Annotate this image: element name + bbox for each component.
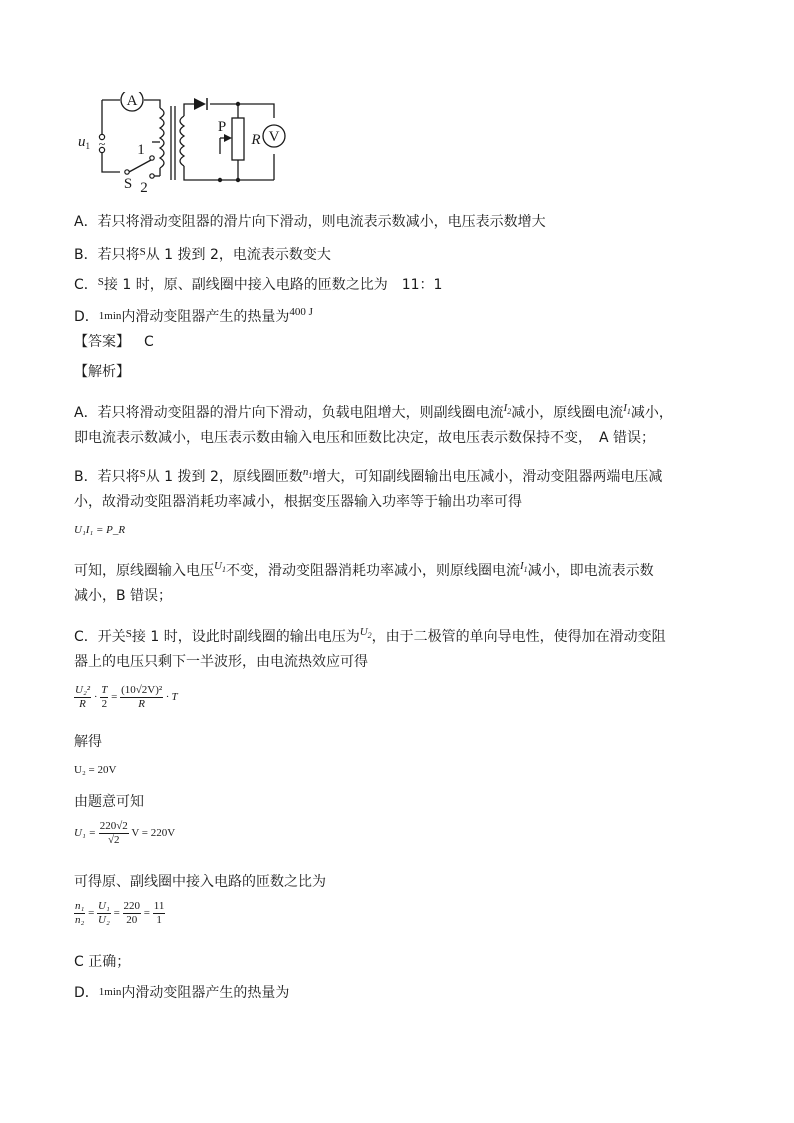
source-label: $u_1$	[78, 134, 90, 151]
pos2-label: 2	[140, 180, 148, 196]
equation-ratio: $\frac{\text{n₁}}{\text{n₂}}$ = $\frac{\text{U₁}}{\text{U₂}}$ = $\frac{220}{20}$ = $\frac{11}{1}$	[75, 900, 165, 926]
analysis-a-line2: 即电流表示数减小，电压表示数由输入电压和匝数比决定，故电压表示数保持不变， A 错误；	[74, 430, 656, 446]
analysis-c-line2: 器上的电压只剩下一半波形，由电流热效应可得	[74, 654, 368, 670]
resistor-label: R	[251, 132, 261, 148]
solve-label: 解得	[74, 734, 102, 750]
ammeter-label: A	[126, 93, 138, 109]
pos1-label: 1	[137, 142, 145, 158]
analysis-b-line2: 小，故滑动变阻器消耗功率减小，根据变压器输入功率等于输出功率可得	[74, 494, 522, 510]
answer-value: C	[144, 334, 154, 350]
circuit-diagram	[74, 92, 294, 196]
equation-power: U₁I₁ = P_R	[74, 524, 126, 536]
switch-label: S	[123, 176, 133, 192]
equation-heat: $\frac{\text{U₂²}}{R}$ · $\frac{T}{2}$ = $\frac{\text{(10√2V)²}}{R}$ · T	[75, 684, 178, 710]
analysis-b-line4: 减小，B 错误；	[74, 588, 173, 604]
c-correct: C 正确；	[74, 954, 131, 970]
analysis-d-line: D．1min内滑动变阻器产生的热量为	[74, 985, 290, 1001]
slider-label: P	[217, 119, 227, 135]
analysis-c-line1: C．开关$^S$接 1 时，设此时副线圈的输出电压为$^{U_2}$，由于二极管的单向导电性，使得加在滑动变阻	[74, 626, 666, 645]
answer-line	[74, 332, 154, 352]
voltmeter-label: V	[268, 129, 280, 145]
option-c: C．$^S$接 1 时，原、副线圈中接入电路的匝数之比为 11：1	[74, 276, 443, 293]
option-d: D．1min内滑动变阻器产生的热量为$^{400 J}$	[74, 306, 313, 325]
tilde-label: ~	[98, 137, 106, 151]
analysis-label: 【解析】	[74, 364, 130, 380]
equation-u2: U₂ = 20V	[74, 764, 117, 776]
ratio-text: 可得原、副线圈中接入电路的匝数之比为	[74, 874, 326, 890]
option-a: A．若只将滑动变阻器的滑片向下滑动，则电流表示数减小，电压表示数增大	[74, 214, 546, 230]
analysis-b-line1: B．若只将$^S$从 1 拨到 2，原线圈匝数$^{n_1}$增大，可知副线圈输出电压减小，滑动变阻器两端电压减	[74, 466, 663, 485]
equation-u1: U₁ = $\frac{220√2}{√2}$ V = 220V	[74, 820, 176, 846]
option-b: B．若只将$^S$从 1 拨到 2，电流表示数变大	[74, 246, 331, 263]
answer-label: 【答案】	[74, 334, 130, 350]
analysis-a-line1: A．若只将滑动变阻器的滑片向下滑动，负载电阻增大，则副线圈电流$^{I_2}$减小，原线圈电流$^{I_1}$减小，	[74, 402, 673, 421]
analysis-b-line3: 可知，原线圈输入电压$^{U_1}$不变，滑动变阻器消耗功率减小，则原线圈电流$^{I_1}$减小，即电流表示数	[74, 560, 654, 579]
known-label: 由题意可知	[74, 794, 144, 810]
